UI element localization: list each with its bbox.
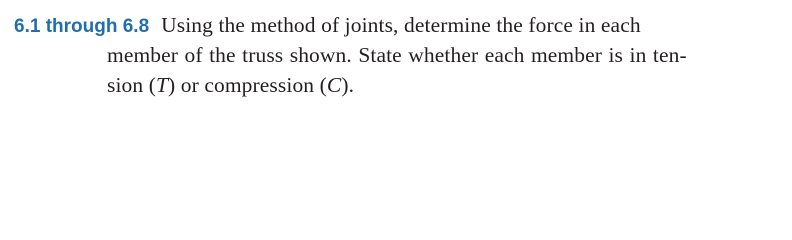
problem-text-line-3-middle: ) or compression ( <box>168 73 327 97</box>
tension-symbol: T <box>155 73 169 97</box>
problem-number-label: 6.1 through 6.8 <box>14 16 150 37</box>
problem-text-line-1: Using the method of joints, determine the force in each <box>161 13 641 37</box>
problem-text-line-2: member of the truss shown. State whether each member is in ten- <box>107 43 687 67</box>
compression-symbol: C <box>326 73 342 97</box>
problem-text-line-3-end: ). <box>341 73 355 97</box>
problem-line-1 <box>14 13 641 38</box>
problem-line-2 <box>107 43 687 68</box>
problem-line-3 <box>107 73 354 98</box>
problem-text-line-3-start: sion ( <box>107 73 156 97</box>
